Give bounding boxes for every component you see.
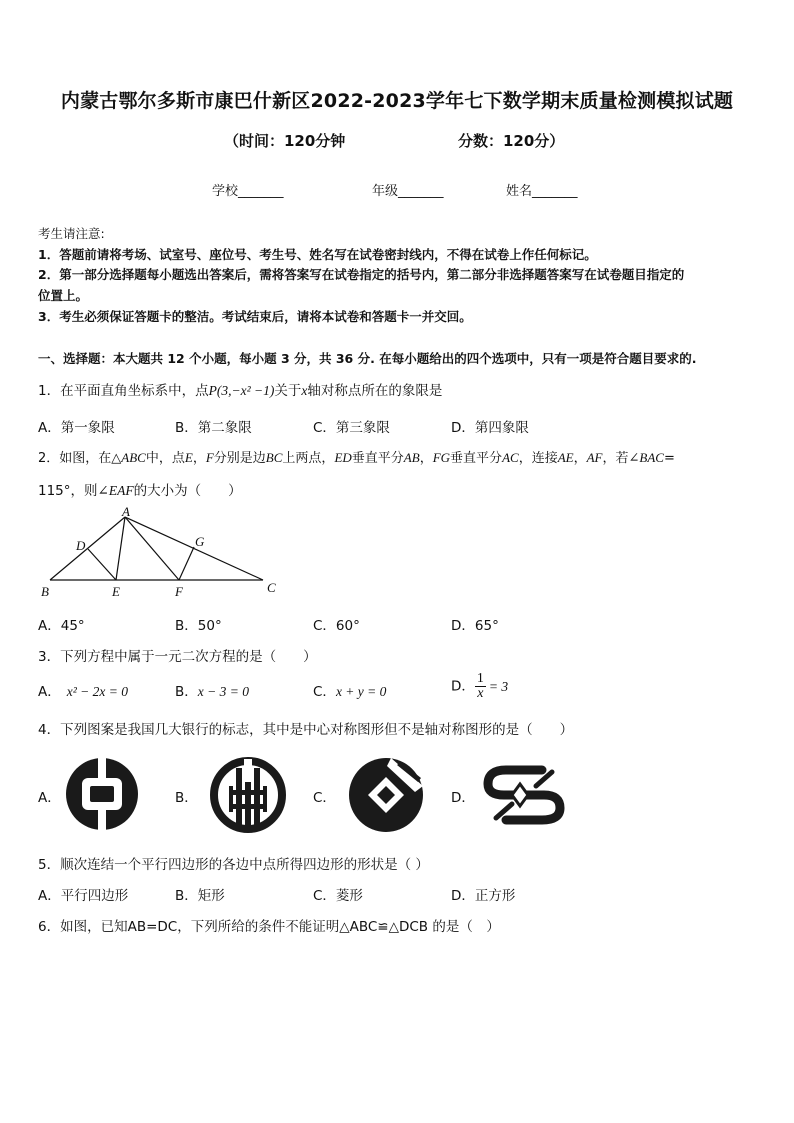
label-c: C (267, 580, 276, 595)
q2-option-b: B．50° (175, 618, 222, 634)
q4-option-d-label: D． (451, 790, 475, 806)
question-5-stem: 5．顺次连结一个平行四边形的各边中点所得四边形的形状是（ ） (38, 857, 429, 873)
q3-option-c: C．x + y = 0 (313, 684, 387, 700)
exam-time: （时间：120分钟 (224, 132, 346, 150)
school-field: 学校_______ (212, 184, 284, 199)
notice-item: 位置上。 (38, 288, 89, 303)
notice-item: 3．考生必须保证答题卡的整洁。考试结束后，请将本试卷和答题卡一并交回。 (38, 309, 472, 324)
q5-option-d: D．正方形 (451, 888, 516, 904)
point-p: P(3,−x² −1) (208, 383, 275, 398)
question-6-stem: 6．如图，已知AB=DC，下列所给的条件不能证明△ABC≌△DCB 的是（ ） (38, 919, 500, 935)
question-2-stem-line1: 2．如图，在△ABC中，点E，F分别是边BC上两点，ED垂直平分AB，FG垂直平分AC，连接AE，AF，若∠BAC= (38, 450, 675, 466)
grade-field: 年级_______ (372, 184, 444, 199)
label-e: E (112, 584, 120, 599)
name-field: 姓名_______ (506, 184, 578, 199)
question-3-stem: 3．下列方程中属于一元二次方程的是（ ） (38, 649, 317, 665)
segment-af (125, 517, 179, 580)
q2-option-d: D．65° (451, 618, 499, 634)
q3-option-b: B．x − 3 = 0 (175, 684, 249, 700)
question-2-stem-line2: 115°，则∠EAF的大小为（ ） (38, 483, 242, 499)
segment-fg (179, 547, 194, 580)
notice-item: 1．答题前请将考场、试室号、座位号、考生号、姓名写在试卷密封线内，不得在试卷上作任何标记。 (38, 247, 597, 262)
label-b: B (41, 584, 49, 599)
label-a: A (122, 504, 130, 519)
segment-ae (116, 517, 125, 580)
q3-option-a: A． x² − 2x = 0 (38, 684, 129, 700)
q4-option-b-label: B． (175, 790, 198, 806)
q3-option-d: D． $\frac{1}{x}$ = 3 (451, 671, 509, 701)
q2-option-c: C．60° (313, 618, 360, 634)
q5-option-a: A．平行四边形 (38, 888, 129, 904)
section-heading: 一、选择题：本大题共 12 个小题，每小题 3 分，共 36 分. 在每小题给出的四个选项中，只有一项是符合题目要求的. (38, 351, 697, 366)
label-g: G (195, 534, 205, 549)
q1-option-c: C．第三象限 (313, 420, 390, 436)
q1-option-a: A．第一象限 (38, 420, 115, 436)
segment-ac (125, 517, 263, 580)
q5-option-c: C．菱形 (313, 888, 363, 904)
bank-of-china-s-logo-icon (482, 764, 566, 826)
segment-ab (50, 517, 125, 580)
q1-option-d: D．第四象限 (451, 420, 529, 436)
notice-heading: 考生请注意: (38, 226, 105, 241)
exam-score: 分数：120分） (458, 132, 565, 150)
q2-option-a: A．45° (38, 618, 85, 634)
q1-option-b: B．第二象限 (175, 420, 252, 436)
fraction-one-over-x: $\frac{1}{x}$ (476, 671, 484, 701)
construction-bank-logo-icon (347, 756, 425, 834)
question-4-stem: 4．下列图案是我国几大银行的标志，其中是中心对称图形但不是轴对称图形的是（ ） (38, 722, 574, 738)
question-1-stem: 1．在平面直角坐标系中，点P(3,−x² −1)关于x轴对称点所在的象限是 (38, 383, 443, 399)
page-title: 内蒙古鄂尔多斯市康巴什新区2022-2023学年七下数学期末质量检测模拟试题 (60, 90, 734, 112)
q4-option-a-label: A． (38, 790, 61, 806)
notice-item: 2．第一部分选择题每小题选出答案后，需将答案写在试卷指定的括号内，第二部分非选择题答案写在试卷题目指定的 (38, 267, 685, 282)
q4-option-c-label: C． (313, 790, 336, 806)
label-d: D (76, 538, 86, 553)
agricultural-bank-logo-icon (209, 756, 287, 834)
label-f: F (175, 584, 183, 599)
segment-ed (88, 549, 116, 580)
q5-option-b: B．矩形 (175, 888, 225, 904)
triangle-figure (38, 503, 288, 603)
bank-of-china-logo-icon (64, 756, 140, 832)
